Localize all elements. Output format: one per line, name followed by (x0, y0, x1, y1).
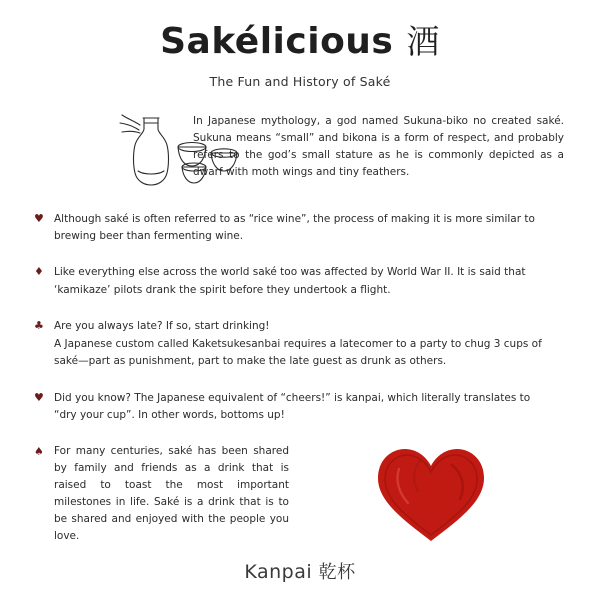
intro-section (28, 111, 572, 195)
page-title-kanji: 酒 (406, 22, 440, 61)
fact-text (54, 211, 572, 246)
club-bullet-icon: ♣ (34, 318, 44, 332)
page-title-text: Sakélicious (160, 21, 394, 62)
footer-text: Kanpai (244, 561, 313, 583)
fact-line: Did you know? The Japanese equivalent of “cheers!” is kanpai, which literally translates to “dry your cup”. In other words, bottoms up! (54, 391, 531, 422)
heart-bullet-icon: ♥ (34, 390, 44, 404)
fact-line: A Japanese custom called Kaketsukesanbai requires a latecomer to a party to chug 3 cups of saké—part as punishment, part to make the late guest as drunk as others. (54, 338, 542, 368)
page-title (28, 22, 572, 62)
fact-line: Are you always late? If so, start drinking! (54, 319, 270, 332)
diamond-bullet-icon: ♦ (34, 265, 44, 279)
red-painted-heart-icon (372, 445, 490, 545)
list-item (28, 211, 572, 246)
fact-text (54, 264, 572, 299)
heart-bullet-icon: ♥ (34, 211, 44, 225)
page-subtitle: The Fun and History of Saké (209, 73, 391, 89)
list-item (28, 318, 572, 371)
fact-text (54, 318, 572, 371)
fact-text (54, 390, 572, 425)
heart-illustration-wrap (289, 443, 572, 545)
intro-paragraph: In Japanese mythology, a god named Sukuna-biko no created saké. Sukuna means “small” and bikona is a form of respect, and probably refers to the god’s small stature as he is commonly depicted as a dwarf with moth wings and tiny feathers. (193, 114, 564, 178)
footer-kanpai (0, 558, 600, 584)
closing-paragraph: For many centuries, saké has been shared by family and friends as a drink that is raised to toast the most important milestones in life. Saké is a drink that is to be shared and enjoyed with the people you love. (54, 445, 289, 543)
fact-line: Like everything else across the world saké too was affected by World War II. It is said that ‘kamikaze’ pilots drank the spirit before they undertook a flight. (54, 266, 526, 296)
closing-section (28, 443, 572, 545)
list-item (28, 390, 572, 425)
fact-line: Although saké is often referred to as “rice wine”, the process of making it is more similar to brewing beer than fermenting wine. (54, 212, 535, 242)
facts-list (28, 211, 572, 425)
spade-bullet-icon: ♠ (34, 445, 44, 459)
list-item (28, 264, 572, 299)
footer-kanji: 乾杯 (318, 562, 356, 583)
sake-bottle-and-cups-icon (28, 111, 193, 195)
